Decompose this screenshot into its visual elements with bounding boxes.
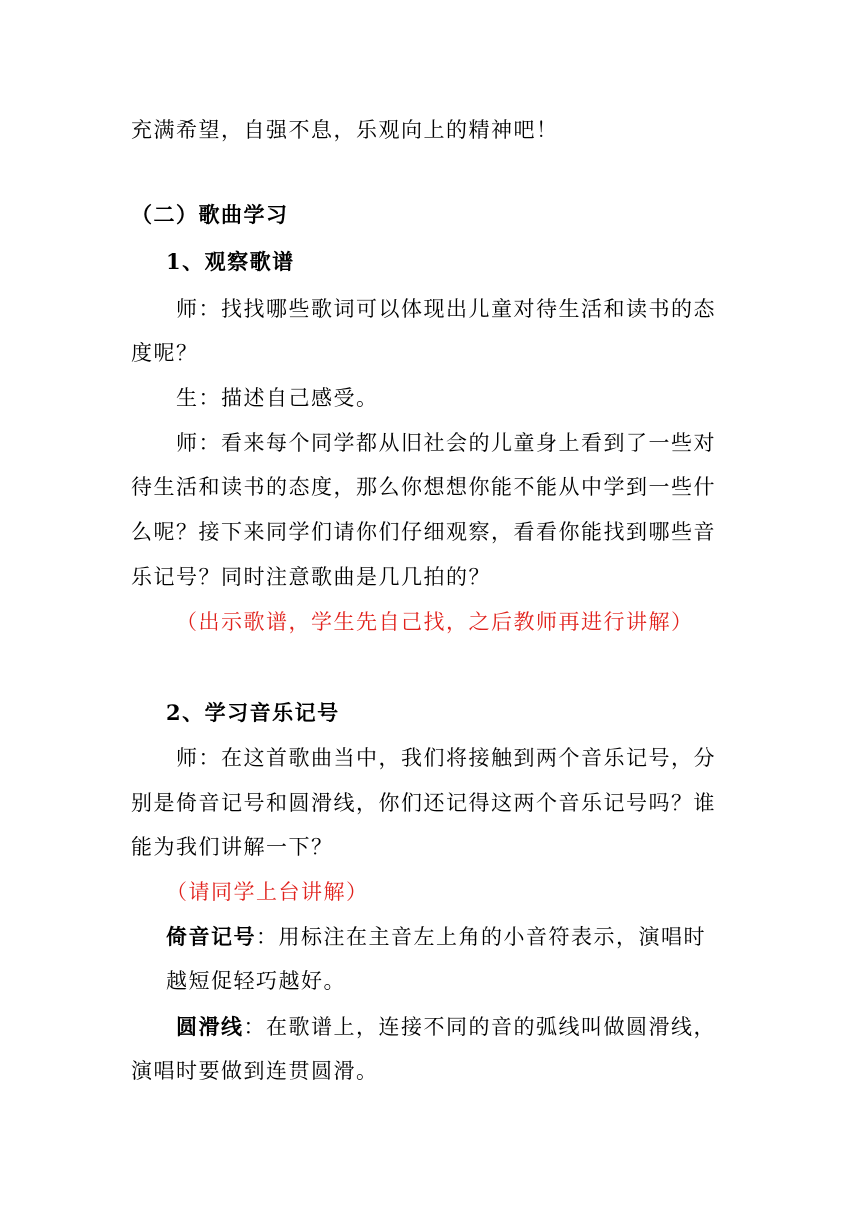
section-heading: （二）歌曲学习	[131, 202, 289, 227]
paragraph-line: 演唱时要做到连贯圆滑。	[131, 1059, 379, 1083]
definition-term: 倚音记号	[166, 924, 256, 949]
definition-appoggiatura	[166, 922, 706, 952]
paragraph-line: 师：在这首歌曲当中，我们将接触到两个音乐记号，分	[176, 746, 716, 770]
subsection-heading-1: 1、观察歌谱	[166, 249, 295, 274]
paragraph-line: 待生活和读书的态度，那么你想想你能不能从中学到一些什	[131, 475, 716, 499]
paragraph-line: 乐记号？同时注意歌曲是几几拍的？	[131, 565, 491, 589]
paragraph-line: 越短促轻巧越好。	[166, 969, 346, 993]
paragraph-line: 别是倚音记号和圆滑线，你们还记得这两个音乐记号吗？谁	[131, 791, 716, 815]
definition-term: 圆滑线	[176, 1014, 244, 1039]
paragraph-line: 能为我们讲解一下？	[131, 835, 334, 859]
teaching-note: （请同学上台讲解）	[166, 880, 369, 904]
definition-text: ：在歌谱上，连接不同的音的弧线叫做圆滑线，	[243, 1015, 716, 1039]
paragraph-line: 生：描述自己感受。	[176, 386, 379, 410]
definition-slur	[176, 1012, 716, 1042]
intro-line: 充满希望，自强不息，乐观向上的精神吧！	[131, 118, 559, 142]
subsection-heading-2: 2、学习音乐记号	[166, 700, 340, 725]
definition-text: ：用标注在主音左上角的小音符表示，演唱时	[256, 925, 706, 949]
paragraph-line: 师：找找哪些歌词可以体现出儿童对待生活和读书的态	[176, 297, 716, 321]
paragraph-line: 师：看来每个同学都从旧社会的儿童身上看到了一些对	[176, 431, 716, 455]
paragraph-line: 度呢？	[131, 341, 199, 365]
paragraph-line: 么呢？接下来同学们请你们仔细观察，看看你能找到哪些音	[131, 520, 716, 544]
teaching-note: （出示歌谱，学生先自己找，之后教师再进行讲解）	[176, 610, 694, 634]
